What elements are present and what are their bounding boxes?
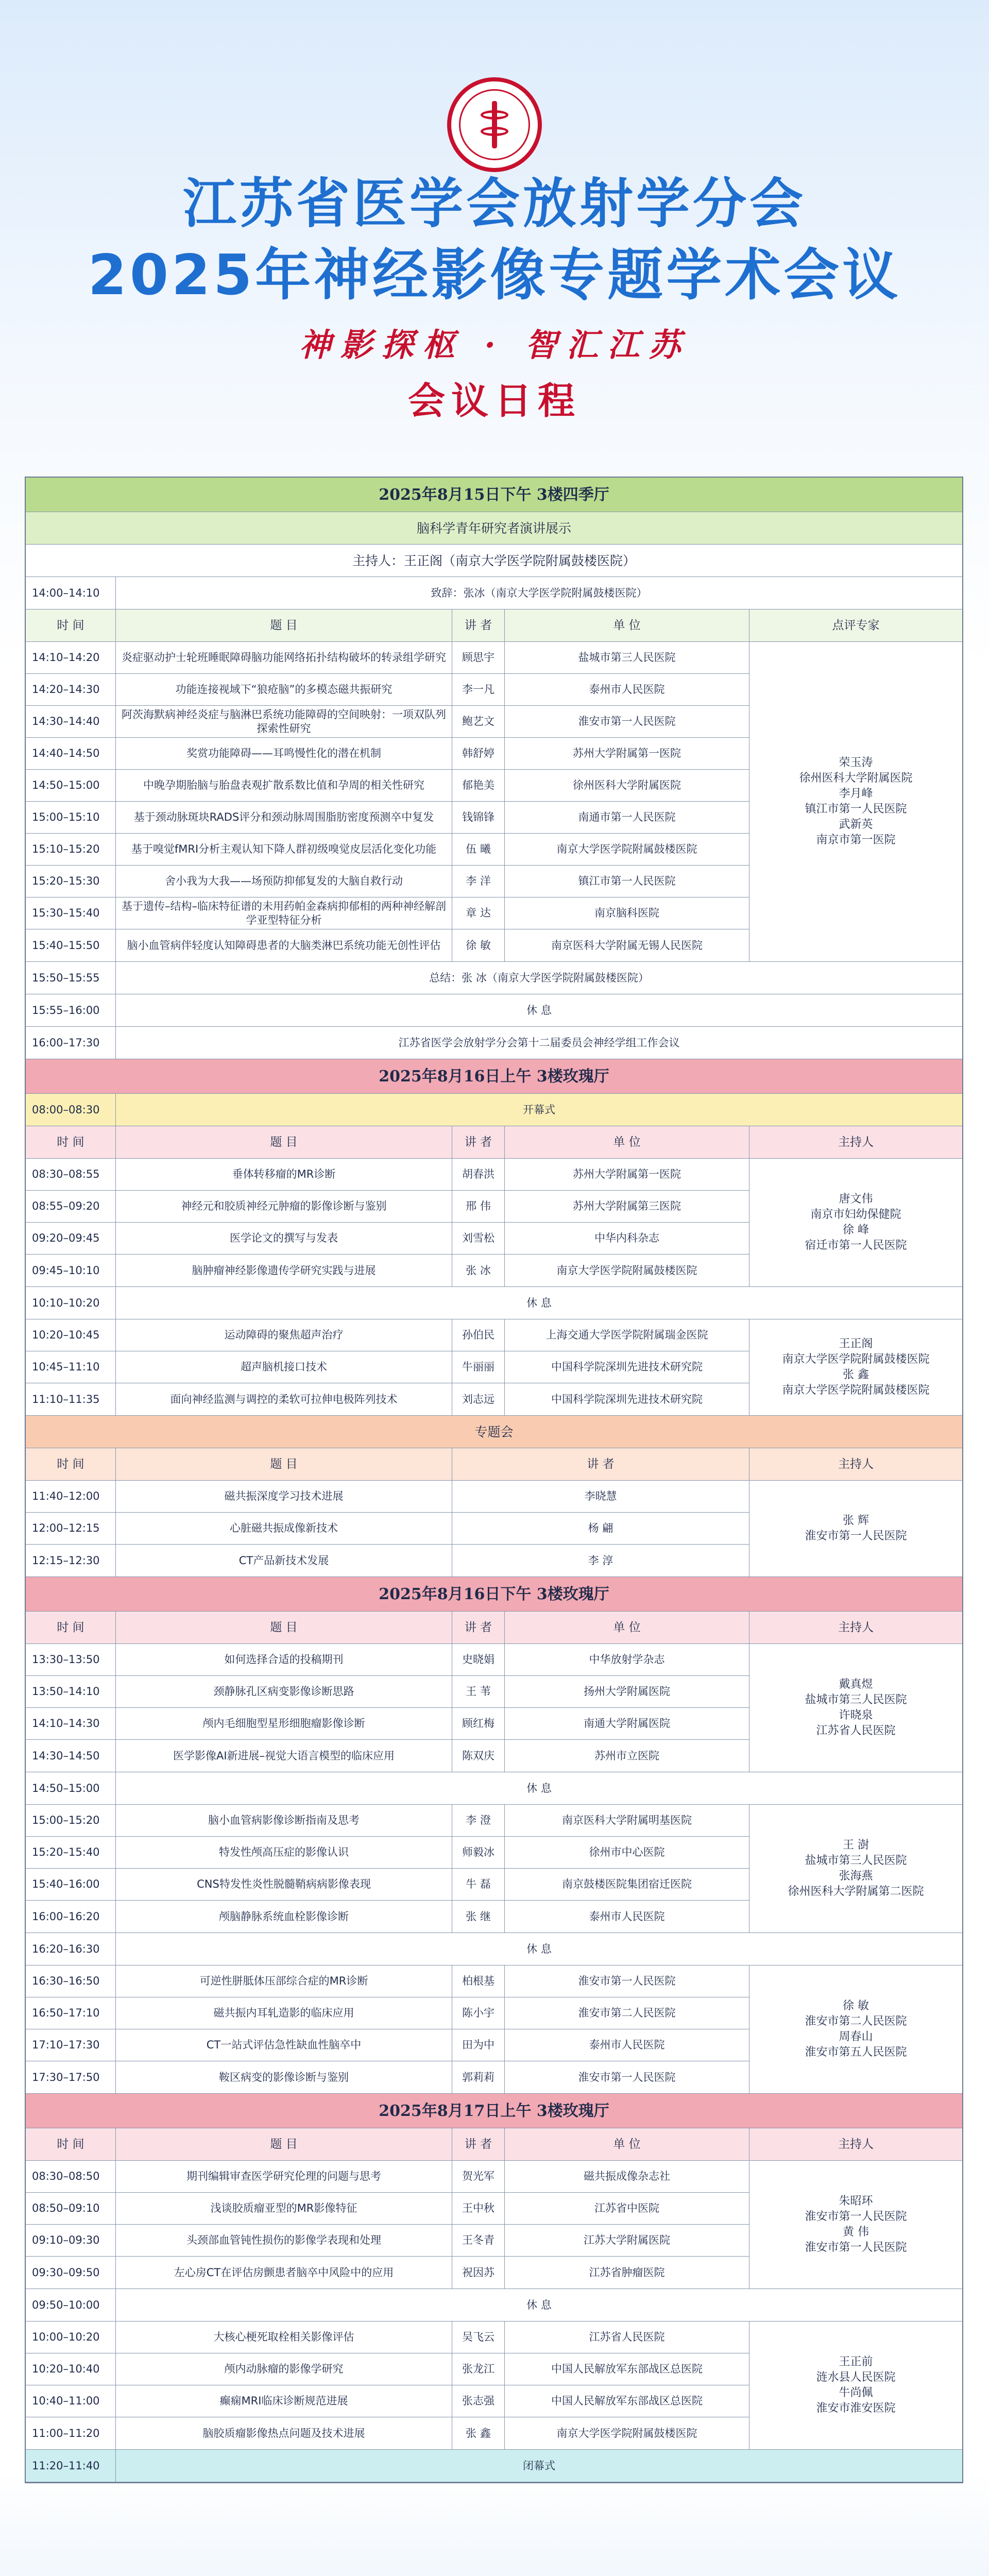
banner-text: 江苏省医学会放射学分会第十二届委员会神经学组工作会议: [398, 1036, 680, 1049]
time-cell: 09:10–09:30: [26, 2225, 116, 2257]
topic-cell: CT产品新技术发展: [116, 1545, 452, 1577]
time-cell: 17:10–17:30: [26, 2029, 116, 2061]
time-cell: 16:00–16:20: [26, 1901, 116, 1933]
banner-text: 脑科学青年研究者演讲展示: [416, 520, 571, 536]
unit-cell: 淮安市第一人民医院: [505, 2061, 749, 2093]
speaker-cell: 柏根基: [452, 1965, 505, 1997]
speaker-cell: 徐 敏: [452, 929, 505, 961]
topic-cell: 中晚孕期胎脑与胎盘表观扩散系数比值和孕周的相关性研究: [116, 770, 452, 802]
host-cell: 王正阁 南京大学医学院附属鼓楼医院 张 鑫 南京大学医学院附属鼓楼医院: [782, 1337, 930, 1397]
header-speaker: 讲 者: [452, 1126, 505, 1158]
host-cell: 荣玉涛 徐州医科大学附属医院 李月峰 镇江市第一人民医院 武新英 南京市第一医院: [799, 756, 913, 846]
topic-cell: 脑小血管病伴轻度认知障碍患者的大脑类淋巴系统功能无创性评估: [116, 929, 452, 961]
time-cell: 09:45–10:10: [26, 1255, 116, 1286]
session-group: [26, 1481, 962, 1577]
topic-cell: 舍小我为大我——场预防抑郁复发的大脑自救行动: [116, 866, 452, 897]
time-cell: 16:30–16:50: [26, 1965, 116, 1997]
title-line-1: 江苏省医学会放射学分会: [182, 172, 806, 235]
topic-cell: 奖赏功能障碍——耳鸣慢性化的潜在机制: [116, 738, 452, 770]
session-group: [26, 1805, 962, 1933]
time-cell: 15:40–15:50: [26, 929, 116, 961]
time-cell: 14:20–14:30: [26, 674, 116, 706]
banner-text: 闭幕式: [523, 2459, 555, 2472]
unit-cell: 淮安市第一人民医院: [505, 706, 749, 738]
topic-cell: 磁共振内耳轧造影的临床应用: [116, 1997, 452, 2029]
speaker-cell: 张 继: [452, 1901, 505, 1933]
slogan: 神影探枢 · 智汇江苏: [299, 326, 690, 364]
header-time: 时 间: [26, 609, 116, 641]
header-unit: 单 位: [505, 609, 749, 641]
time-cell: 14:50–15:00: [26, 1772, 116, 1804]
time-cell: 13:30–13:50: [26, 1644, 116, 1676]
speaker-cell: 张龙江: [452, 2353, 505, 2385]
topic-cell: 基于嗅觉fMRI分析主观认知下降人群初级嗅觉皮层活化变化功能: [116, 834, 452, 866]
unit-cell: 苏州大学附属第三医院: [505, 1191, 749, 1223]
time-cell: 08:55–09:20: [26, 1191, 116, 1223]
topic-cell: 期刊编辑审查医学研究伦理的问题与思考: [116, 2161, 452, 2193]
agenda-title: 会议日程: [407, 379, 581, 422]
time-cell: 15:10–15:20: [26, 834, 116, 866]
header-speaker: 讲 者: [452, 1612, 505, 1643]
unit-cell: 南京医科大学附属明基医院: [505, 1805, 749, 1837]
topic-cell: 炎症驱动护士轮班睡眠障碍脑功能网络拓扑结构破坏的转录组学研究: [116, 642, 452, 674]
speaker-cell: 陈双庆: [452, 1740, 505, 1772]
time-cell: 12:15–12:30: [26, 1545, 116, 1577]
session-group: [26, 2321, 962, 2450]
unit-cell: 中国人民解放军东部战区总医院: [505, 2385, 749, 2417]
header-topic: 题 目: [116, 2128, 452, 2160]
day-title: 2025年8月17日上午 3楼玫瑰厅: [379, 2102, 609, 2120]
topic-cell: 脑肿瘤神经影像遗传学研究实践与进展: [116, 1255, 452, 1286]
speaker-cell: 史晓娟: [452, 1644, 505, 1676]
topic-cell: 基于遗传–结构–临床特征谱的未用药帕金森病抑郁相的两种神经解剖学亚型特征分析: [116, 897, 452, 929]
header-host: 主持人: [838, 1620, 874, 1634]
time-cell: 08:00–08:30: [26, 1094, 116, 1126]
speaker-cell: 李 洋: [452, 866, 505, 897]
unit-cell: 泰州市人民医院: [505, 1901, 749, 1933]
time-cell: 11:20–11:40: [26, 2450, 116, 2482]
host-cell: 王正前 涟水县人民医院 牛尚佩 淮安市淮安医院: [816, 2355, 896, 2415]
host-cell: 徐 敏 淮安市第二人民医院 周春山 淮安市第五人民医院: [805, 1999, 907, 2059]
time-cell: 09:30–09:50: [26, 2257, 116, 2289]
speaker-cell: 伍 曦: [452, 834, 505, 866]
topic-cell: 医学影像AI新进展–视觉大语言模型的临床应用: [116, 1740, 452, 1772]
timed-banner-row: [26, 577, 962, 609]
topic-cell: 功能连接视域下“狼疮脑”的多模态磁共振研究: [116, 674, 452, 706]
title-line-2: 2025年神经影像专题学术会议: [88, 243, 901, 308]
host-cell: 张 辉 淮安市第一人民医院: [805, 1514, 907, 1543]
time-cell: 13:50–14:10: [26, 1676, 116, 1708]
day-title: 2025年8月16日上午 3楼玫瑰厅: [379, 1067, 609, 1086]
time-cell: 15:00–15:10: [26, 802, 116, 834]
time-cell: 17:30–17:50: [26, 2061, 116, 2093]
speaker-cell: 韩舒婷: [452, 738, 505, 770]
header-topic: 题 目: [116, 1126, 452, 1158]
time-cell: 15:30–15:40: [26, 897, 116, 929]
speaker-cell: 杨 翩: [452, 1513, 749, 1545]
speaker-cell: 张 冰: [452, 1255, 505, 1286]
day-title: 2025年8月16日下午 3楼玫瑰厅: [379, 1585, 609, 1603]
timed-banner-row: [26, 1287, 962, 1319]
topic-cell: CNS特发性炎性脱髓鞘病病影像表现: [116, 1869, 452, 1901]
unit-cell: 南京大学医学院附属鼓楼医院: [505, 2417, 749, 2449]
session-group: [26, 1644, 962, 1772]
unit-cell: 中国科学院深圳先进技术研究院: [505, 1383, 749, 1415]
speaker-cell: 李 淳: [452, 1545, 749, 1577]
time-cell: 14:30–14:50: [26, 1740, 116, 1772]
unit-cell: 苏州大学附属第一医院: [505, 738, 749, 770]
time-cell: 15:20–15:30: [26, 866, 116, 897]
time-cell: 15:40–16:00: [26, 1869, 116, 1901]
topic-cell: 鞍区病变的影像诊断与鉴别: [116, 2061, 452, 2093]
day-header-row: [26, 478, 962, 512]
column-header-row: [26, 609, 962, 642]
topic-cell: 如何选择合适的投稿期刊: [116, 1644, 452, 1676]
topic-cell: 脑小血管病影像诊断指南及思考: [116, 1805, 452, 1837]
speaker-cell: 李一凡: [452, 674, 505, 706]
time-cell: 14:50–15:00: [26, 770, 116, 802]
timed-banner-row: [26, 1933, 962, 1965]
unit-cell: 磁共振成像杂志社: [505, 2161, 749, 2193]
unit-cell: 徐州市中心医院: [505, 1837, 749, 1869]
unit-cell: 中国科学院深圳先进技术研究院: [505, 1351, 749, 1383]
topic-cell: 可逆性胼胝体压部综合症的MR诊断: [116, 1965, 452, 1997]
topic-cell: 医学论文的撰写与发表: [116, 1223, 452, 1255]
time-cell: 16:00–17:30: [26, 1027, 116, 1059]
header-host: 点评专家: [832, 618, 880, 632]
speaker-cell: 李晓慧: [452, 1481, 749, 1513]
header-host: 主持人: [838, 2137, 874, 2151]
speaker-cell: 牛 磊: [452, 1869, 505, 1901]
medical-association-logo: [447, 77, 542, 172]
speaker-cell: 顾思宇: [452, 642, 505, 674]
unit-cell: 苏州市立医院: [505, 1740, 749, 1772]
time-cell: 16:20–16:30: [26, 1933, 116, 1965]
day-header-row: [26, 2094, 962, 2128]
time-cell: 09:50–10:00: [26, 2289, 116, 2321]
unit-cell: 上海交通大学医学院附属瑞金医院: [505, 1319, 749, 1351]
time-cell: 10:20–10:45: [26, 1319, 116, 1351]
time-cell: 10:45–11:10: [26, 1351, 116, 1383]
time-cell: 15:55–16:00: [26, 994, 116, 1026]
topic-cell: 癫痫MRI临床诊断规范进展: [116, 2385, 452, 2417]
speaker-cell: 胡春洪: [452, 1159, 505, 1191]
unit-cell: 扬州大学附属医院: [505, 1676, 749, 1708]
timed-banner-row: [26, 2450, 962, 2482]
unit-cell: 江苏省中医院: [505, 2193, 749, 2225]
header-speaker: 讲 者: [452, 609, 505, 641]
column-header-row: [26, 2128, 962, 2161]
topic-cell: 运动障碍的聚焦超声治疗: [116, 1319, 452, 1351]
time-cell: 10:00–10:20: [26, 2321, 116, 2353]
banner-text: 休 息: [526, 1942, 552, 1955]
unit-cell: 南京鼓楼医院集团宿迁医院: [505, 1869, 749, 1901]
timed-banner-row: [26, 1772, 962, 1805]
unit-cell: 泰州市人民医院: [505, 2029, 749, 2061]
banner-text: 专题会: [474, 1424, 514, 1439]
speaker-cell: 刘雪松: [452, 1223, 505, 1255]
banner-row: [26, 512, 962, 545]
timed-banner-row: [26, 962, 962, 994]
session-group: [26, 642, 962, 962]
topic-cell: 面向神经监测与调控的柔软可拉伸电极阵列技术: [116, 1383, 452, 1415]
unit-cell: 淮安市第一人民医院: [505, 1965, 749, 1997]
host-cell: 唐文伟 南京市妇幼保健院 徐 峰 宿迁市第一人民医院: [805, 1193, 907, 1252]
session-group: [26, 1319, 962, 1416]
time-cell: 16:50–17:10: [26, 1997, 116, 2029]
header-topic: 题 目: [116, 1448, 452, 1480]
unit-cell: 南京医科大学附属无锡人民医院: [505, 929, 749, 961]
banner-text: 休 息: [526, 1004, 552, 1016]
time-cell: 11:10–11:35: [26, 1383, 116, 1415]
unit-cell: 中华内科杂志: [505, 1223, 749, 1255]
time-cell: 10:40–11:00: [26, 2385, 116, 2417]
unit-cell: 江苏省人民医院: [505, 2321, 749, 2353]
unit-cell: 南京大学医学院附属鼓楼医院: [505, 834, 749, 866]
time-cell: 14:10–14:20: [26, 642, 116, 674]
speaker-cell: 牛丽丽: [452, 1351, 505, 1383]
time-cell: 15:20–15:40: [26, 1837, 116, 1869]
banner-text: 致辞：张冰（南京大学医学院附属鼓楼医院）: [431, 586, 647, 599]
speaker-cell: 张志强: [452, 2385, 505, 2417]
time-cell: 09:20–09:45: [26, 1223, 116, 1255]
header-topic: 题 目: [116, 1612, 452, 1643]
unit-cell: 镇江市第一人民医院: [505, 866, 749, 897]
speaker-cell: 鲍艺文: [452, 706, 505, 738]
day-title: 2025年8月15日下午 3楼四季厅: [379, 485, 609, 504]
staff-of-asclepius-icon: [492, 101, 497, 148]
topic-cell: 超声脑机接口技术: [116, 1351, 452, 1383]
timed-banner-row: [26, 1027, 962, 1059]
speaker-cell: 陈小宇: [452, 1997, 505, 2029]
unit-cell: 江苏省肿瘤医院: [505, 2257, 749, 2289]
timed-banner-row: [26, 994, 962, 1027]
header-speaker: 讲 者: [452, 2128, 505, 2160]
header-unit: 单 位: [505, 2128, 749, 2160]
speaker-cell: 师毅冰: [452, 1837, 505, 1869]
time-cell: 08:30–08:50: [26, 2161, 116, 2193]
header-speaker: 讲 者: [452, 1448, 749, 1480]
day-header-row: [26, 1059, 962, 1094]
unit-cell: 泰州市人民医院: [505, 674, 749, 706]
unit-cell: 徐州医科大学附属医院: [505, 770, 749, 802]
time-cell: 10:20–10:40: [26, 2353, 116, 2385]
speaker-cell: 吴飞云: [452, 2321, 505, 2353]
banner-text: 休 息: [526, 1296, 552, 1309]
topic-cell: 浅谈胶质瘤亚型的MR影像特征: [116, 2193, 452, 2225]
topic-cell: CT一站式评估急性缺血性脑卒中: [116, 2029, 452, 2061]
header-topic: 题 目: [116, 609, 452, 641]
time-cell: 15:00–15:20: [26, 1805, 116, 1837]
topic-cell: 垂体转移瘤的MR诊断: [116, 1159, 452, 1191]
topic-cell: 颅内毛细胞型星形细胞瘤影像诊断: [116, 1708, 452, 1740]
topic-cell: 颈静脉孔区病变影像诊断思路: [116, 1676, 452, 1708]
session-group: [26, 1159, 962, 1287]
topic-cell: 基于颈动脉斑块RADS评分和颈动脉周围脂肪密度预测卒中复发: [116, 802, 452, 834]
speaker-cell: 顾红梅: [452, 1708, 505, 1740]
session-group: [26, 2161, 962, 2289]
time-cell: 11:40–12:00: [26, 1481, 116, 1513]
time-cell: 14:40–14:50: [26, 738, 116, 770]
unit-cell: 中国人民解放军东部战区总医院: [505, 2353, 749, 2385]
speaker-cell: 孙伯民: [452, 1319, 505, 1351]
session-group: [26, 1965, 962, 2094]
speaker-cell: 李 澄: [452, 1805, 505, 1837]
unit-cell: 中华放射学杂志: [505, 1644, 749, 1676]
unit-cell: 江苏大学附属医院: [505, 2225, 749, 2257]
header-time: 时 间: [26, 1126, 116, 1158]
header-time: 时 间: [26, 2128, 116, 2160]
topic-cell: 脑胶质瘤影像热点问题及技术进展: [116, 2417, 452, 2449]
topic-cell: 特发性颅高压症的影像认识: [116, 1837, 452, 1869]
column-header-row: [26, 1126, 962, 1159]
timed-banner-row: [26, 2289, 962, 2321]
unit-cell: 淮安市第二人民医院: [505, 1997, 749, 2029]
speaker-cell: 刘志远: [452, 1383, 505, 1415]
topic-cell: 颅内动脉瘤的影像学研究: [116, 2353, 452, 2385]
topic-cell: 磁共振深度学习技术进展: [116, 1481, 452, 1513]
speaker-cell: 郁艳美: [452, 770, 505, 802]
time-cell: 12:00–12:15: [26, 1513, 116, 1545]
time-cell: 10:10–10:20: [26, 1287, 116, 1319]
speaker-cell: 祝因苏: [452, 2257, 505, 2289]
host-cell: 朱昭环 淮安市第一人民医院 黄 伟 淮安市第一人民医院: [805, 2195, 907, 2254]
speaker-cell: 钱锦锋: [452, 802, 505, 834]
banner-row: [26, 1416, 962, 1448]
topic-cell: 颅脑静脉系统血栓影像诊断: [116, 1901, 452, 1933]
topic-cell: 头颈部血管钝性损伤的影像学表现和处理: [116, 2225, 452, 2257]
topic-cell: 左心房CT在评估房颤患者脑卒中风险中的应用: [116, 2257, 452, 2289]
column-header-row: [26, 1612, 962, 1644]
speaker-cell: 邢 伟: [452, 1191, 505, 1223]
time-cell: 11:00–11:20: [26, 2417, 116, 2449]
schedule-table: [25, 477, 963, 2483]
host-cell: 王 澍 盐城市第三人民医院 张海燕 徐州医科大学附属第二医院: [788, 1839, 924, 1898]
timed-banner-row: [26, 1094, 962, 1126]
topic-cell: 大核心梗死取栓相关影像评估: [116, 2321, 452, 2353]
host-cell: 戴真煜 盐城市第三人民医院 许晓泉 江苏省人民医院: [805, 1678, 907, 1737]
banner-text: 开幕式: [523, 1103, 555, 1116]
time-cell: 08:30–08:55: [26, 1159, 116, 1191]
header-host: 主持人: [838, 1457, 874, 1471]
header-unit: 单 位: [505, 1612, 749, 1643]
speaker-cell: 贺光军: [452, 2161, 505, 2193]
unit-cell: 南通市第一人民医院: [505, 802, 749, 834]
header-unit: 单 位: [505, 1126, 749, 1158]
topic-cell: 阿茨海默病神经炎症与脑淋巴系统功能障碍的空间映射：一项双队列探索性研究: [116, 706, 452, 738]
time-cell: 14:30–14:40: [26, 706, 116, 738]
speaker-cell: 王 苇: [452, 1676, 505, 1708]
header-time: 时 间: [26, 1448, 116, 1480]
topic-cell: 心脏磁共振成像新技术: [116, 1513, 452, 1545]
speaker-cell: 张 鑫: [452, 2417, 505, 2449]
unit-cell: 苏州大学附属第一医院: [505, 1159, 749, 1191]
header-time: 时 间: [26, 1612, 116, 1643]
time-cell: 14:10–14:30: [26, 1708, 116, 1740]
time-cell: 14:00–14:10: [26, 577, 116, 609]
speaker-cell: 章 达: [452, 897, 505, 929]
unit-cell: 盐城市第三人民医院: [505, 642, 749, 674]
banner-text: 休 息: [526, 2298, 552, 2311]
unit-cell: 南京脑科医院: [505, 897, 749, 929]
time-cell: 15:50–15:55: [26, 962, 116, 994]
speaker-cell: 王冬青: [452, 2225, 505, 2257]
topic-cell: 神经元和胶质神经元肿瘤的影像诊断与鉴别: [116, 1191, 452, 1223]
day-header-row: [26, 1577, 962, 1612]
unit-cell: 南京大学医学院附属鼓楼医院: [505, 1255, 749, 1286]
banner-text: 休 息: [526, 1782, 552, 1794]
speaker-cell: 郭莉莉: [452, 2061, 505, 2093]
banner-row: [26, 545, 962, 577]
banner-text: 主持人：王正阁（南京大学医学院附属鼓楼医院）: [352, 553, 636, 568]
banner-text: 总结：张 冰（南京大学医学院附属鼓楼医院）: [429, 971, 649, 984]
column-header-row: [26, 1448, 962, 1481]
time-cell: 08:50–09:10: [26, 2193, 116, 2225]
speaker-cell: 田为中: [452, 2029, 505, 2061]
logo-ring: [459, 89, 530, 160]
header-host: 主持人: [838, 1135, 874, 1149]
speaker-cell: 王中秋: [452, 2193, 505, 2225]
unit-cell: 南通大学附属医院: [505, 1708, 749, 1740]
